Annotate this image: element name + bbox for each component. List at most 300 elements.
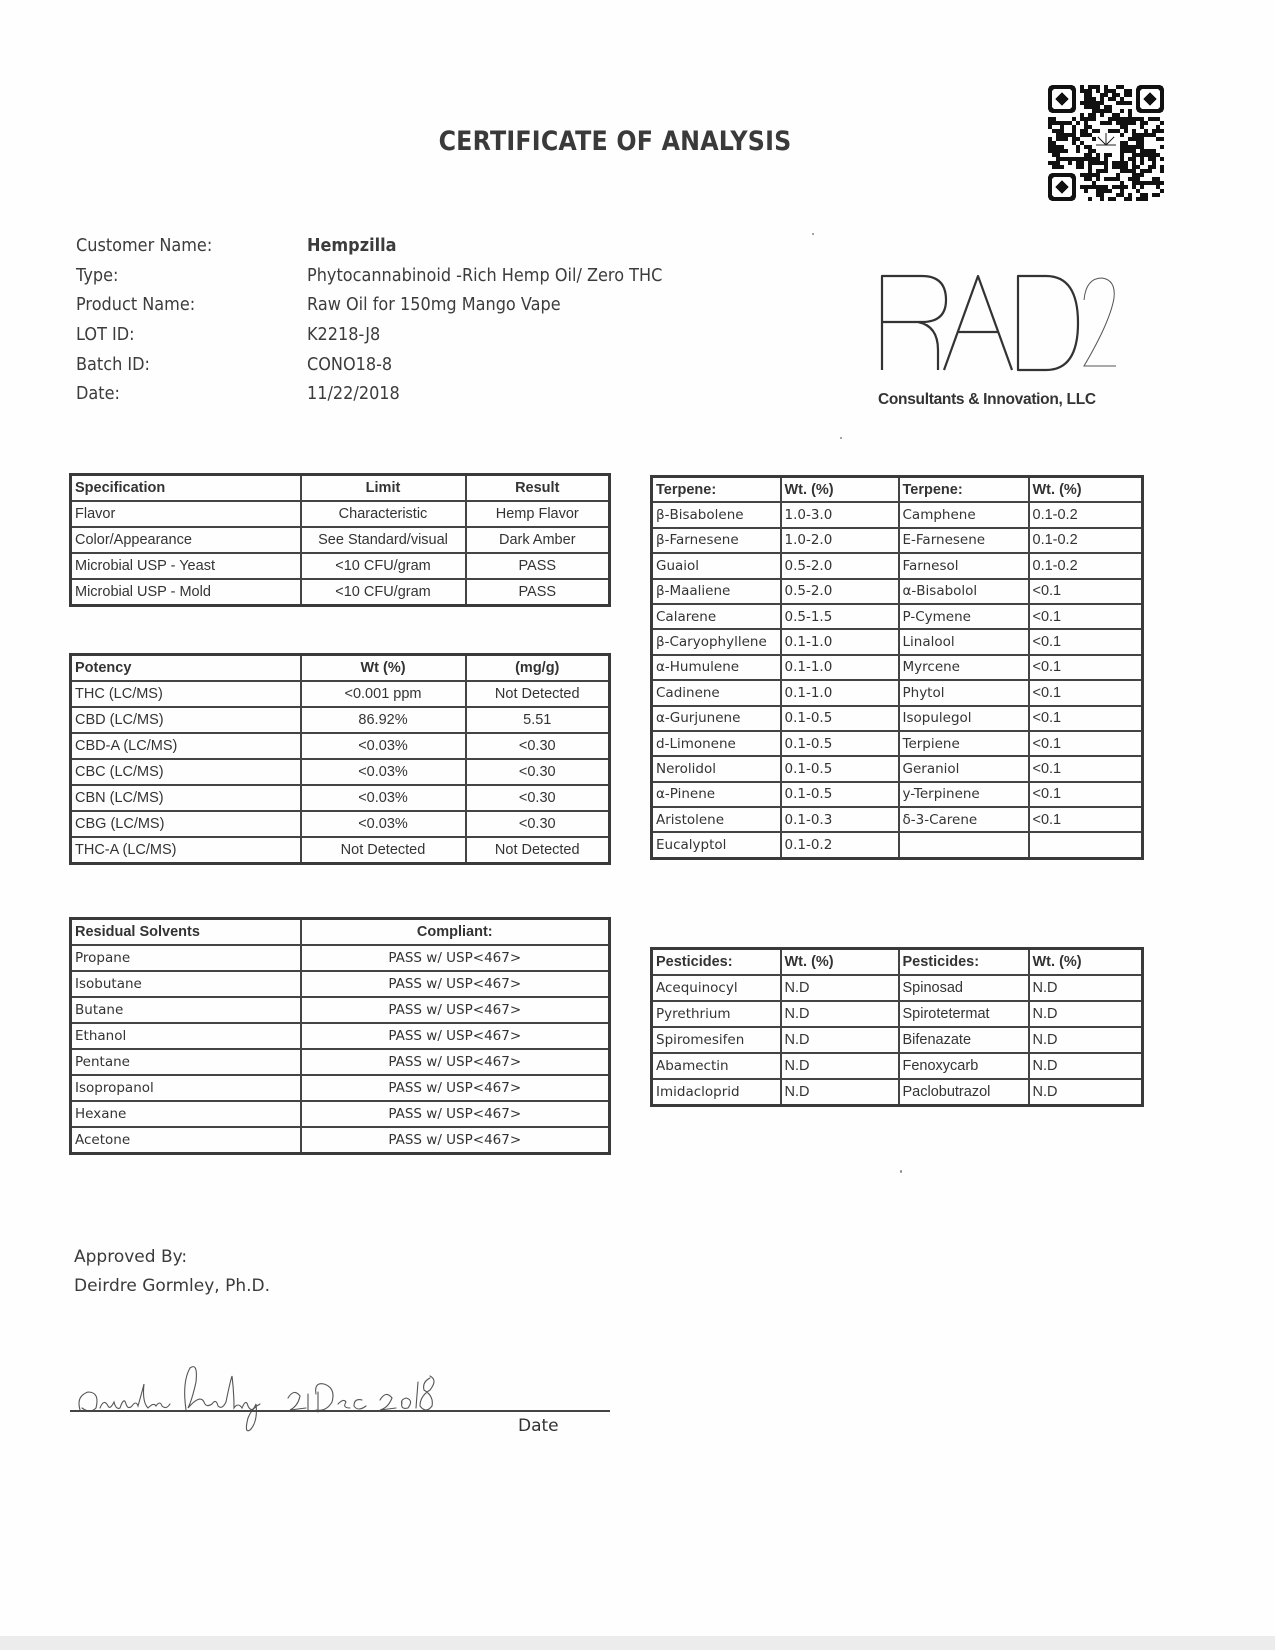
qr-module xyxy=(1084,101,1088,105)
approver-name: Deirdre Gormley, Ph.D. xyxy=(74,1276,271,1296)
qr-module xyxy=(1080,161,1084,165)
qr-module xyxy=(1060,145,1064,149)
table-cell: Characteristic xyxy=(301,501,466,527)
qr-module xyxy=(1140,117,1144,121)
qr-module xyxy=(1084,153,1088,157)
qr-module xyxy=(1120,169,1124,173)
qr-module xyxy=(1052,141,1056,145)
qr-module xyxy=(1136,145,1140,149)
table-cell: PASS w/ USP<467> xyxy=(301,1075,610,1101)
qr-module xyxy=(1092,97,1096,101)
qr-module xyxy=(1104,177,1108,181)
qr-module xyxy=(1140,133,1144,137)
qr-module xyxy=(1056,121,1060,125)
table-cell: 0.5-2.0 xyxy=(781,579,899,604)
qr-module xyxy=(1092,161,1096,165)
qr-module xyxy=(1112,97,1116,101)
qr-module xyxy=(1136,177,1140,181)
table-cell: Linalool xyxy=(899,629,1029,654)
table-cell: 0.1-1.0 xyxy=(781,680,899,705)
qr-module xyxy=(1068,121,1072,125)
qr-module xyxy=(1152,165,1156,169)
qr-module xyxy=(1104,105,1108,109)
qr-module xyxy=(1144,149,1148,153)
table-cell: CBN (LC/MS) xyxy=(71,785,301,811)
qr-module xyxy=(1152,161,1156,165)
qr-module xyxy=(1092,157,1096,161)
table-cell: Ethanol xyxy=(71,1023,301,1049)
table-cell: <0.001 ppm xyxy=(301,681,466,707)
qr-module xyxy=(1100,101,1104,105)
specification-table xyxy=(69,473,611,607)
column-header: (mg/g) xyxy=(466,655,610,682)
qr-module xyxy=(1060,165,1064,169)
qr-module xyxy=(1096,101,1100,105)
table-cell: Acequinocyl xyxy=(652,975,781,1001)
qr-module xyxy=(1128,169,1132,173)
table-row xyxy=(652,680,1143,705)
qr-module xyxy=(1124,117,1128,121)
qr-module xyxy=(1092,117,1096,121)
table-cell: Aristolene xyxy=(652,807,781,832)
table-cell: See Standard/visual xyxy=(301,527,466,553)
table-cell: Spinosad xyxy=(899,975,1029,1001)
qr-module xyxy=(1056,129,1060,133)
qr-module xyxy=(1092,181,1096,185)
qr-module xyxy=(1120,109,1124,113)
qr-module xyxy=(1128,113,1132,117)
qr-module xyxy=(1148,149,1152,153)
qr-module xyxy=(1084,173,1088,177)
qr-module xyxy=(1108,177,1112,181)
qr-module xyxy=(1064,133,1068,137)
table-cell: N.D xyxy=(1029,1053,1143,1079)
qr-module xyxy=(1052,161,1056,165)
table-cell: y-Terpinene xyxy=(899,782,1029,807)
approved-by-label: Approved By: xyxy=(74,1247,188,1267)
table-cell: Bifenazate xyxy=(899,1027,1029,1053)
qr-module xyxy=(1124,169,1128,173)
table-row xyxy=(652,706,1143,731)
table-cell: Microbial USP - Mold xyxy=(71,579,301,606)
qr-module xyxy=(1160,169,1164,173)
info-label: LOT ID: xyxy=(76,325,135,346)
qr-module xyxy=(1084,89,1088,93)
qr-module xyxy=(1148,165,1152,169)
table-cell: 0.1-0.2 xyxy=(1029,553,1143,578)
qr-module xyxy=(1132,149,1136,153)
table-row xyxy=(71,707,610,733)
qr-module xyxy=(1100,185,1104,189)
qr-module xyxy=(1100,109,1104,113)
qr-module xyxy=(1076,137,1080,141)
table-header-row xyxy=(652,477,1143,503)
qr-module xyxy=(1136,153,1140,157)
qr-module xyxy=(1088,93,1092,97)
table-cell: Hemp Flavor xyxy=(466,501,610,527)
info-value: K2218-J8 xyxy=(307,325,381,346)
qr-module xyxy=(1068,157,1072,161)
qr-module xyxy=(1140,157,1144,161)
table-cell: Isobutane xyxy=(71,971,301,997)
table-cell: <0.03% xyxy=(301,759,466,785)
table-cell: Color/Appearance xyxy=(71,527,301,553)
qr-module xyxy=(1120,101,1124,105)
qr-module xyxy=(1112,161,1116,165)
table-cell: <0.1 xyxy=(1029,756,1143,781)
qr-module xyxy=(1120,141,1124,145)
qr-module xyxy=(1088,153,1092,157)
qr-module xyxy=(1152,153,1156,157)
qr-module xyxy=(1120,125,1124,129)
qr-module xyxy=(1084,185,1088,189)
table-cell: <0.03% xyxy=(301,785,466,811)
qr-module xyxy=(1096,177,1100,181)
qr-module xyxy=(1048,121,1052,125)
table-cell: CBD (LC/MS) xyxy=(71,707,301,733)
table-row xyxy=(652,731,1143,756)
table-cell: β-Farnesene xyxy=(652,528,781,553)
qr-module xyxy=(1104,185,1108,189)
qr-module xyxy=(1096,169,1100,173)
qr-module xyxy=(1100,161,1104,165)
qr-module xyxy=(1132,173,1136,177)
qr-module xyxy=(1084,93,1088,97)
table-row xyxy=(652,655,1143,680)
qr-module xyxy=(1060,133,1064,137)
qr-module xyxy=(1072,141,1076,145)
qr-module xyxy=(1104,189,1108,193)
qr-module xyxy=(1144,129,1148,133)
qr-module xyxy=(1056,145,1060,149)
qr-module xyxy=(1100,97,1104,101)
qr-module xyxy=(1128,121,1132,125)
table-cell: Calarene xyxy=(652,604,781,629)
scan-speck xyxy=(900,1170,902,1173)
table-row xyxy=(652,629,1143,654)
table-cell: 0.1-0.3 xyxy=(781,807,899,832)
qr-module xyxy=(1120,153,1124,157)
qr-module xyxy=(1084,125,1088,129)
qr-module xyxy=(1112,93,1116,97)
table-cell: <10 CFU/gram xyxy=(301,553,466,579)
qr-module xyxy=(1148,153,1152,157)
qr-module xyxy=(1136,133,1140,137)
qr-module xyxy=(1132,121,1136,125)
qr-module xyxy=(1152,181,1156,185)
qr-module xyxy=(1132,157,1136,161)
column-header: Potency xyxy=(71,655,301,682)
info-label: Batch ID: xyxy=(76,354,150,375)
table-cell: Spirotetermat xyxy=(899,1001,1029,1027)
qr-module xyxy=(1152,149,1156,153)
qr-module xyxy=(1052,149,1056,153)
qr-module xyxy=(1128,101,1132,105)
table-cell: <0.30 xyxy=(466,733,610,759)
logo-subtitle: Consultants & Innovation, LLC xyxy=(878,391,1096,408)
qr-module xyxy=(1104,93,1108,97)
qr-module xyxy=(1128,145,1132,149)
table-cell: N.D xyxy=(781,1001,899,1027)
qr-module xyxy=(1160,157,1164,161)
table-row xyxy=(652,502,1143,527)
table-row xyxy=(71,1075,610,1101)
table-cell: Abamectin xyxy=(652,1053,781,1079)
qr-module xyxy=(1140,121,1144,125)
qr-module xyxy=(1132,117,1136,121)
qr-module xyxy=(1132,137,1136,141)
table-cell: N.D xyxy=(1029,1027,1143,1053)
qr-module xyxy=(1132,153,1136,157)
qr-module xyxy=(1080,129,1084,133)
scan-edge xyxy=(0,1636,1275,1650)
column-header: Result xyxy=(466,475,610,502)
table-row xyxy=(71,811,610,837)
qr-module xyxy=(1104,157,1108,161)
qr-module xyxy=(1072,117,1076,121)
qr-module xyxy=(1072,157,1076,161)
table-cell: 0.5-1.5 xyxy=(781,604,899,629)
qr-module xyxy=(1124,197,1128,201)
qr-module xyxy=(1088,113,1092,117)
qr-module xyxy=(1088,145,1092,149)
qr-module xyxy=(1092,101,1096,105)
qr-module xyxy=(1120,145,1124,149)
qr-module xyxy=(1128,117,1132,121)
qr-module xyxy=(1160,121,1164,125)
qr-module xyxy=(1120,97,1124,101)
qr-module xyxy=(1088,185,1092,189)
qr-module xyxy=(1108,89,1112,93)
qr-module xyxy=(1064,121,1068,125)
qr-module xyxy=(1080,157,1084,161)
qr-module xyxy=(1100,169,1104,173)
qr-module xyxy=(1052,121,1056,125)
table-cell: α-Bisabolol xyxy=(899,579,1029,604)
table-cell: <0.30 xyxy=(466,759,610,785)
table-cell: <0.1 xyxy=(1029,604,1143,629)
qr-module xyxy=(1052,129,1056,133)
qr-module xyxy=(1156,129,1160,133)
qr-module xyxy=(1120,121,1124,125)
table-header-row xyxy=(71,919,610,946)
table-cell: N.D xyxy=(781,1053,899,1079)
qr-module xyxy=(1136,137,1140,141)
table-cell: α-Gurjunene xyxy=(652,706,781,731)
table-row xyxy=(652,807,1143,832)
qr-module xyxy=(1096,173,1100,177)
qr-module xyxy=(1100,193,1104,197)
table-cell: Not Detected xyxy=(466,837,610,864)
qr-module xyxy=(1080,173,1084,177)
qr-module xyxy=(1104,161,1108,165)
qr-module xyxy=(1124,161,1128,165)
qr-module xyxy=(1120,157,1124,161)
qr-module xyxy=(1100,189,1104,193)
qr-module xyxy=(1148,169,1152,173)
qr-module xyxy=(1136,165,1140,169)
info-label: Type: xyxy=(76,265,119,286)
table-row xyxy=(652,975,1143,1001)
qr-module xyxy=(1088,177,1092,181)
qr-module xyxy=(1064,137,1068,141)
table-row xyxy=(652,579,1143,604)
qr-module xyxy=(1124,101,1128,105)
qr-module xyxy=(1088,117,1092,121)
table-cell: Isopropanol xyxy=(71,1075,301,1101)
qr-module xyxy=(1140,137,1144,141)
qr-module xyxy=(1080,133,1084,137)
qr-module xyxy=(1140,185,1144,189)
qr-module xyxy=(1132,165,1136,169)
qr-module xyxy=(1156,181,1160,185)
qr-module xyxy=(1088,105,1092,109)
table-cell: Not Detected xyxy=(301,837,466,864)
qr-module xyxy=(1060,125,1064,129)
qr-module xyxy=(1160,181,1164,185)
table-cell: β-Caryophyllene xyxy=(652,629,781,654)
column-header: Terpene: xyxy=(652,477,781,503)
table-cell: Pyrethrium xyxy=(652,1001,781,1027)
table-cell: N.D xyxy=(1029,1001,1143,1027)
rad2-logo xyxy=(878,270,1118,380)
qr-module xyxy=(1100,93,1104,97)
qr-module xyxy=(1120,165,1124,169)
qr-module xyxy=(1080,85,1084,89)
table-cell: PASS w/ USP<467> xyxy=(301,1127,610,1154)
qr-module xyxy=(1048,149,1052,153)
table-cell: 0.1-0.5 xyxy=(781,731,899,756)
table-cell: THC-A (LC/MS) xyxy=(71,837,301,864)
column-header: Residual Solvents xyxy=(71,919,301,946)
qr-module xyxy=(1076,149,1080,153)
qr-module xyxy=(1088,173,1092,177)
qr-module xyxy=(1112,117,1116,121)
qr-module xyxy=(1080,185,1084,189)
table-cell: Camphene xyxy=(899,502,1029,527)
qr-module xyxy=(1100,197,1104,201)
qr-module xyxy=(1128,89,1132,93)
qr-module xyxy=(1156,153,1160,157)
qr-module xyxy=(1136,117,1140,121)
qr-module xyxy=(1148,133,1152,137)
table-row xyxy=(652,1027,1143,1053)
table-row xyxy=(71,1049,610,1075)
qr-module xyxy=(1096,129,1100,133)
table-cell: <10 CFU/gram xyxy=(301,579,466,606)
qr-module xyxy=(1056,149,1060,153)
table-row xyxy=(71,1101,610,1127)
table-cell: Spiromesifen xyxy=(652,1027,781,1053)
table-cell: Nerolidol xyxy=(652,756,781,781)
table-cell: <0.1 xyxy=(1029,579,1143,604)
table-cell: P-Cymene xyxy=(899,604,1029,629)
qr-module xyxy=(1048,117,1052,121)
qr-module xyxy=(1156,177,1160,181)
table-cell: β-Maaliene xyxy=(652,579,781,604)
table-cell: <0.1 xyxy=(1029,731,1143,756)
qr-module xyxy=(1124,141,1128,145)
qr-module xyxy=(1096,185,1100,189)
qr-module xyxy=(1128,137,1132,141)
qr-module xyxy=(1132,145,1136,149)
table-cell: α-Humulene xyxy=(652,655,781,680)
qr-module xyxy=(1132,177,1136,181)
qr-module xyxy=(1116,173,1120,177)
qr-module xyxy=(1080,113,1084,117)
qr-module xyxy=(1152,133,1156,137)
table-cell: N.D xyxy=(781,1079,899,1106)
table-cell: <0.30 xyxy=(466,811,610,837)
qr-module xyxy=(1160,129,1164,133)
pesticides-table xyxy=(650,947,1144,1107)
qr-module xyxy=(1140,193,1144,197)
table-cell: 0.1-0.2 xyxy=(1029,502,1143,527)
table-cell: PASS w/ USP<467> xyxy=(301,1049,610,1075)
qr-module xyxy=(1156,193,1160,197)
qr-module xyxy=(1128,177,1132,181)
qr-module xyxy=(1152,129,1156,133)
info-value: 11/22/2018 xyxy=(307,384,400,405)
table-cell: Geraniol xyxy=(899,756,1029,781)
qr-module xyxy=(1140,181,1144,185)
table-cell: β-Bisabolene xyxy=(652,502,781,527)
info-label: Customer Name: xyxy=(76,236,213,256)
table-row xyxy=(652,1079,1143,1106)
qr-code-icon xyxy=(1048,85,1164,201)
qr-module xyxy=(1092,137,1096,141)
table-cell: N.D xyxy=(1029,975,1143,1001)
qr-module xyxy=(1112,177,1116,181)
qr-module xyxy=(1076,145,1080,149)
qr-module xyxy=(1088,169,1092,173)
qr-module xyxy=(1056,133,1060,137)
qr-module xyxy=(1156,117,1160,121)
info-value: Raw Oil for 150mg Mango Vape xyxy=(307,295,561,316)
table-cell: d-Limonene xyxy=(652,731,781,756)
table-cell: <0.1 xyxy=(1029,807,1143,832)
qr-module xyxy=(1120,85,1124,89)
qr-module xyxy=(1096,109,1100,113)
qr-module xyxy=(1092,85,1096,89)
qr-module xyxy=(1080,89,1084,93)
qr-module xyxy=(1104,109,1108,113)
qr-module xyxy=(1084,97,1088,101)
qr-module xyxy=(1084,129,1088,133)
table-cell: E-Farnesene xyxy=(899,528,1029,553)
qr-module xyxy=(1088,125,1092,129)
qr-module xyxy=(1124,125,1128,129)
qr-module xyxy=(1152,117,1156,121)
table-row xyxy=(71,759,610,785)
table-row xyxy=(652,756,1143,781)
table-cell: <0.1 xyxy=(1029,680,1143,705)
qr-module xyxy=(1144,133,1148,137)
scan-speck xyxy=(840,437,842,439)
qr-module xyxy=(1136,141,1140,145)
table-row xyxy=(71,1023,610,1049)
qr-module xyxy=(1116,165,1120,169)
scan-speck xyxy=(812,233,814,235)
qr-module xyxy=(1104,121,1108,125)
table-cell: 0.1-0.2 xyxy=(781,832,899,858)
approval-block xyxy=(74,1243,270,1301)
table-cell: <0.1 xyxy=(1029,629,1143,654)
qr-module xyxy=(1120,181,1124,185)
qr-module xyxy=(1056,137,1060,141)
qr-module xyxy=(1092,173,1096,177)
table-cell xyxy=(1029,832,1143,858)
